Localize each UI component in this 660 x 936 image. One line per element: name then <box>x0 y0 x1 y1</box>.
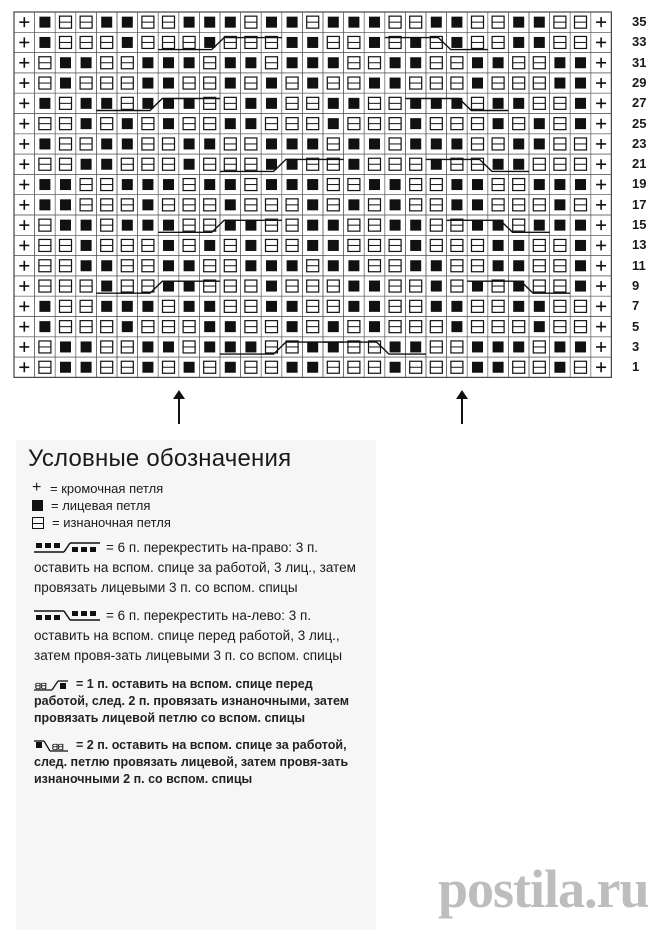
knit-stitch <box>101 159 112 170</box>
knit-stitch <box>451 17 462 28</box>
knit-stitch <box>472 57 483 68</box>
filled-square-icon <box>32 500 43 511</box>
chart-grid <box>0 0 660 390</box>
knit-stitch <box>287 159 298 170</box>
knit-stitch <box>554 199 565 210</box>
knit-stitch <box>534 301 545 312</box>
knit-stitch <box>451 199 462 210</box>
knit-stitch <box>328 220 339 231</box>
legend <box>28 445 358 788</box>
cross-back-icon <box>34 740 70 752</box>
knit-stitch <box>225 179 236 190</box>
knit-stitch <box>348 301 359 312</box>
knit-stitch <box>184 260 195 271</box>
knit-stitch <box>575 179 586 190</box>
knit-stitch <box>184 281 195 292</box>
knit-stitch <box>245 240 256 251</box>
knit-stitch <box>163 341 174 352</box>
knit-stitch <box>163 98 174 109</box>
legend-cross-front <box>34 676 358 727</box>
knit-stitch <box>472 341 483 352</box>
knit-stitch <box>390 199 401 210</box>
knit-stitch <box>534 138 545 149</box>
knit-stitch <box>348 17 359 28</box>
knit-stitch <box>39 301 50 312</box>
row-number: 29 <box>632 74 647 90</box>
knit-stitch <box>60 78 71 89</box>
knit-stitch <box>410 341 421 352</box>
row-number: 27 <box>632 95 647 111</box>
knit-stitch <box>204 240 215 251</box>
knit-stitch <box>307 37 318 48</box>
knit-stitch <box>101 138 112 149</box>
knit-stitch <box>266 281 277 292</box>
knit-stitch <box>39 199 50 210</box>
knit-stitch <box>410 138 421 149</box>
knit-stitch <box>307 199 318 210</box>
repeat-end-arrow-icon <box>456 390 468 424</box>
knit-stitch <box>513 260 524 271</box>
knit-stitch <box>60 199 71 210</box>
knit-stitch <box>163 260 174 271</box>
knit-stitch <box>451 138 462 149</box>
knit-stitch <box>390 78 401 89</box>
knit-stitch <box>225 220 236 231</box>
row-number: 15 <box>632 217 647 232</box>
knit-stitch <box>101 301 112 312</box>
legend-purl-stitch <box>30 515 358 530</box>
knit-stitch <box>369 281 380 292</box>
knit-stitch <box>328 57 339 68</box>
knit-stitch <box>142 362 153 373</box>
knit-stitch <box>287 260 298 271</box>
cross-back-text-a: = 2 п. оставить на вспом. спице <box>76 738 273 752</box>
knit-stitch <box>184 159 195 170</box>
knit-stitch <box>534 321 545 332</box>
knit-stitch <box>534 220 545 231</box>
knit-stitch <box>554 341 565 352</box>
knit-stitch <box>101 281 112 292</box>
knit-stitch <box>204 138 215 149</box>
knit-stitch <box>348 199 359 210</box>
svg-text:ᗺᗺ: ᗺᗺ <box>52 742 64 752</box>
watermark-logo <box>438 858 648 918</box>
knit-stitch <box>81 260 92 271</box>
knit-stitch <box>307 138 318 149</box>
cable-right-icon <box>34 542 100 554</box>
knit-stitch <box>431 281 442 292</box>
knit-stitch <box>431 159 442 170</box>
knit-stitch <box>554 57 565 68</box>
knit-stitch <box>534 17 545 28</box>
plus-icon <box>30 482 44 496</box>
knit-stitch <box>81 159 92 170</box>
cable-left-icon <box>34 610 100 622</box>
row-number: 35 <box>632 14 647 29</box>
knit-stitch <box>39 37 50 48</box>
knit-stitch <box>390 362 401 373</box>
knit-stitch-label: = лицевая петля <box>51 498 151 513</box>
knit-stitch <box>348 138 359 149</box>
knit-stitch <box>493 240 504 251</box>
knit-stitch <box>245 57 256 68</box>
knit-stitch <box>451 301 462 312</box>
knit-stitch <box>266 138 277 149</box>
knit-stitch <box>575 260 586 271</box>
knit-stitch <box>390 179 401 190</box>
knit-stitch <box>39 17 50 28</box>
knit-stitch <box>410 240 421 251</box>
knit-stitch <box>81 220 92 231</box>
knit-stitch <box>369 179 380 190</box>
knit-stitch <box>410 98 421 109</box>
legend-cable-left <box>34 606 358 666</box>
knit-stitch <box>575 118 586 129</box>
knit-stitch <box>142 220 153 231</box>
knit-stitch <box>554 179 565 190</box>
knit-stitch <box>493 341 504 352</box>
knit-stitch <box>431 260 442 271</box>
knit-stitch <box>142 98 153 109</box>
knit-stitch <box>493 57 504 68</box>
knit-stitch <box>266 78 277 89</box>
row-number: 21 <box>632 156 647 172</box>
knit-stitch <box>81 240 92 251</box>
knit-stitch <box>39 138 50 149</box>
row-number: 23 <box>632 135 647 151</box>
knit-stitch <box>554 78 565 89</box>
knit-stitch <box>410 37 421 48</box>
knit-stitch <box>122 118 133 129</box>
knit-stitch <box>307 220 318 231</box>
knit-stitch <box>410 260 421 271</box>
knit-stitch <box>472 281 483 292</box>
knit-stitch <box>245 260 256 271</box>
knit-stitch <box>575 220 586 231</box>
knit-stitch <box>575 240 586 251</box>
knit-stitch <box>39 179 50 190</box>
knit-stitch <box>81 57 92 68</box>
knitting-chart <box>0 0 660 430</box>
knit-stitch <box>287 17 298 28</box>
row-number: 17 <box>632 196 647 212</box>
knit-stitch <box>328 98 339 109</box>
knit-stitch <box>493 159 504 170</box>
knit-stitch <box>184 362 195 373</box>
knit-stitch <box>390 220 401 231</box>
knit-stitch <box>60 341 71 352</box>
legend-cross-back <box>34 737 358 788</box>
knit-stitch <box>431 98 442 109</box>
knit-stitch <box>431 17 442 28</box>
knit-stitch <box>163 118 174 129</box>
knit-stitch <box>513 301 524 312</box>
row-number: 5 <box>632 318 640 334</box>
knit-stitch <box>554 220 565 231</box>
knit-stitch <box>204 179 215 190</box>
knit-stitch <box>287 179 298 190</box>
knit-stitch <box>60 220 71 231</box>
knit-stitch <box>142 179 153 190</box>
knit-stitch <box>163 179 174 190</box>
svg-text:ᗺᗺ: ᗺᗺ <box>35 681 47 691</box>
knit-stitch <box>369 321 380 332</box>
repeat-start-arrow-icon <box>173 390 185 424</box>
edge-stitch-label: = кромочная петля <box>50 481 164 496</box>
knit-stitch <box>245 341 256 352</box>
knit-stitch <box>534 179 545 190</box>
knit-stitch <box>513 98 524 109</box>
cross-front-text-c: работой, след. 2 п. провязать изнаночными, затем провязать лицевой петлю со вспом. спицы <box>34 694 350 725</box>
knit-stitch <box>245 118 256 129</box>
knit-stitch <box>142 57 153 68</box>
knit-stitch <box>472 220 483 231</box>
knit-stitch <box>287 321 298 332</box>
knit-stitch <box>307 57 318 68</box>
row-number: 13 <box>632 237 647 253</box>
knit-stitch <box>472 362 483 373</box>
knit-stitch <box>101 98 112 109</box>
knit-stitch <box>122 321 133 332</box>
knit-stitch <box>287 362 298 373</box>
knit-stitch <box>307 240 318 251</box>
knit-stitch <box>204 17 215 28</box>
knit-stitch <box>307 341 318 352</box>
knit-stitch <box>513 37 524 48</box>
knit-stitch <box>266 301 277 312</box>
knit-stitch <box>390 57 401 68</box>
knit-stitch <box>493 118 504 129</box>
knit-stitch <box>101 17 112 28</box>
knit-stitch <box>410 118 421 129</box>
knit-stitch <box>328 17 339 28</box>
row-number: 9 <box>632 277 640 293</box>
legend-title: Условные обозначения <box>28 445 292 472</box>
knit-stitch <box>204 301 215 312</box>
row-number: 19 <box>632 176 647 192</box>
knit-stitch <box>348 281 359 292</box>
knit-stitch <box>225 57 236 68</box>
knit-stitch <box>225 341 236 352</box>
knit-stitch <box>245 98 256 109</box>
legend-knit-stitch <box>30 498 358 513</box>
knit-stitch <box>513 138 524 149</box>
knit-stitch <box>575 341 586 352</box>
knit-stitch <box>472 179 483 190</box>
knit-stitch <box>39 321 50 332</box>
row-number: 7 <box>632 298 640 314</box>
knit-stitch <box>225 362 236 373</box>
knit-stitch <box>81 341 92 352</box>
knit-stitch <box>60 57 71 68</box>
knit-stitch <box>81 98 92 109</box>
knit-stitch <box>163 240 174 251</box>
knit-stitch <box>534 37 545 48</box>
knit-stitch <box>266 260 277 271</box>
knit-stitch <box>369 37 380 48</box>
knit-stitch <box>451 179 462 190</box>
knit-stitch <box>142 301 153 312</box>
knit-stitch <box>225 17 236 28</box>
knit-stitch <box>513 240 524 251</box>
knit-stitch <box>431 138 442 149</box>
knit-stitch <box>287 37 298 48</box>
knit-stitch <box>142 341 153 352</box>
cross-back-text-c: работой, след. петлю провязать лицевой, затем провя-зать изнаночными 2 п. со вспом. спицы <box>34 738 349 786</box>
knit-stitch <box>142 199 153 210</box>
knit-stitch <box>493 98 504 109</box>
cross-front-icon <box>34 679 70 691</box>
knit-stitch <box>451 321 462 332</box>
knit-stitch <box>287 57 298 68</box>
knit-stitch <box>163 78 174 89</box>
knit-stitch <box>369 17 380 28</box>
knit-stitch <box>184 17 195 28</box>
legend-cable-right <box>34 538 358 598</box>
row-number: 31 <box>632 54 647 70</box>
knit-stitch <box>513 159 524 170</box>
knit-stitch <box>431 301 442 312</box>
knit-stitch <box>184 301 195 312</box>
knit-stitch <box>348 159 359 170</box>
knit-stitch <box>266 98 277 109</box>
knit-stitch <box>369 301 380 312</box>
knit-stitch <box>328 240 339 251</box>
knit-stitch <box>410 220 421 231</box>
knit-stitch <box>390 341 401 352</box>
knit-stitch <box>184 98 195 109</box>
knit-stitch <box>472 78 483 89</box>
knit-stitch <box>348 98 359 109</box>
knit-stitch <box>307 362 318 373</box>
knit-stitch <box>287 138 298 149</box>
knit-stitch <box>204 341 215 352</box>
row-number: 11 <box>632 257 646 273</box>
knit-stitch <box>122 138 133 149</box>
row-number: 1 <box>632 359 640 375</box>
knit-stitch <box>266 17 277 28</box>
knit-stitch <box>122 179 133 190</box>
knit-stitch <box>225 118 236 129</box>
knit-stitch <box>60 179 71 190</box>
knit-stitch <box>328 118 339 129</box>
knit-stitch <box>163 220 174 231</box>
knit-stitch <box>575 281 586 292</box>
row-number: 3 <box>632 338 640 354</box>
knit-stitch <box>575 57 586 68</box>
knit-stitch <box>163 57 174 68</box>
knit-stitch <box>410 57 421 68</box>
knit-stitch <box>225 321 236 332</box>
knit-stitch <box>287 301 298 312</box>
knit-stitch <box>328 341 339 352</box>
watermark-text: postila.ru <box>438 859 649 919</box>
knit-stitch <box>122 37 133 48</box>
cross-front-text-a: = 1 п. оставить на вспом. спице <box>76 677 273 691</box>
purl-stitch-label: = изнаночная петля <box>52 515 171 530</box>
knit-stitch <box>554 362 565 373</box>
knit-stitch <box>266 179 277 190</box>
knit-stitch <box>60 362 71 373</box>
knit-stitch <box>513 341 524 352</box>
row-number: 33 <box>632 34 647 50</box>
knit-stitch <box>534 118 545 129</box>
knit-stitch <box>513 17 524 28</box>
knit-stitch <box>307 179 318 190</box>
knit-stitch <box>81 362 92 373</box>
knit-stitch <box>472 199 483 210</box>
knit-stitch <box>575 78 586 89</box>
knit-stitch <box>369 78 380 89</box>
knit-stitch <box>266 159 277 170</box>
knit-stitch <box>122 220 133 231</box>
knit-stitch <box>225 199 236 210</box>
knit-stitch <box>575 98 586 109</box>
knit-stitch <box>184 138 195 149</box>
knit-stitch <box>451 37 462 48</box>
knit-stitch <box>328 321 339 332</box>
cross-front-emphasis: перед <box>275 677 313 691</box>
knit-stitch <box>163 281 174 292</box>
row-number: 25 <box>632 115 647 131</box>
knit-stitch <box>204 321 215 332</box>
knit-stitch <box>122 301 133 312</box>
knit-stitch <box>184 57 195 68</box>
knit-stitch <box>493 362 504 373</box>
knit-stitch <box>348 260 359 271</box>
knit-stitch <box>307 78 318 89</box>
knit-stitch <box>328 260 339 271</box>
knit-stitch <box>225 78 236 89</box>
cable-right-text: = 6 п. перекрестить на-право: 3 п. оставить на вспом. спице за работой, 3 лиц., затем провязать лицевыми 3 п. со вспом. спицы <box>34 540 356 595</box>
cross-back-emphasis: за <box>275 738 289 752</box>
legend-edge-stitch <box>30 481 358 496</box>
knit-stitch <box>101 260 112 271</box>
knit-stitch <box>81 118 92 129</box>
knit-stitch <box>122 17 133 28</box>
knit-stitch <box>493 260 504 271</box>
knit-stitch <box>204 37 215 48</box>
knit-stitch <box>369 138 380 149</box>
knit-stitch <box>245 220 256 231</box>
purl-square-icon <box>32 517 44 529</box>
knit-stitch <box>142 78 153 89</box>
cable-left-text: = 6 п. перекрестить на-лево: 3 п. оставить на вспом. спице перед работой, 3 лиц., затем провя-зать лицевыми 3 п. со вспом. спицы <box>34 608 343 663</box>
knit-stitch <box>39 98 50 109</box>
